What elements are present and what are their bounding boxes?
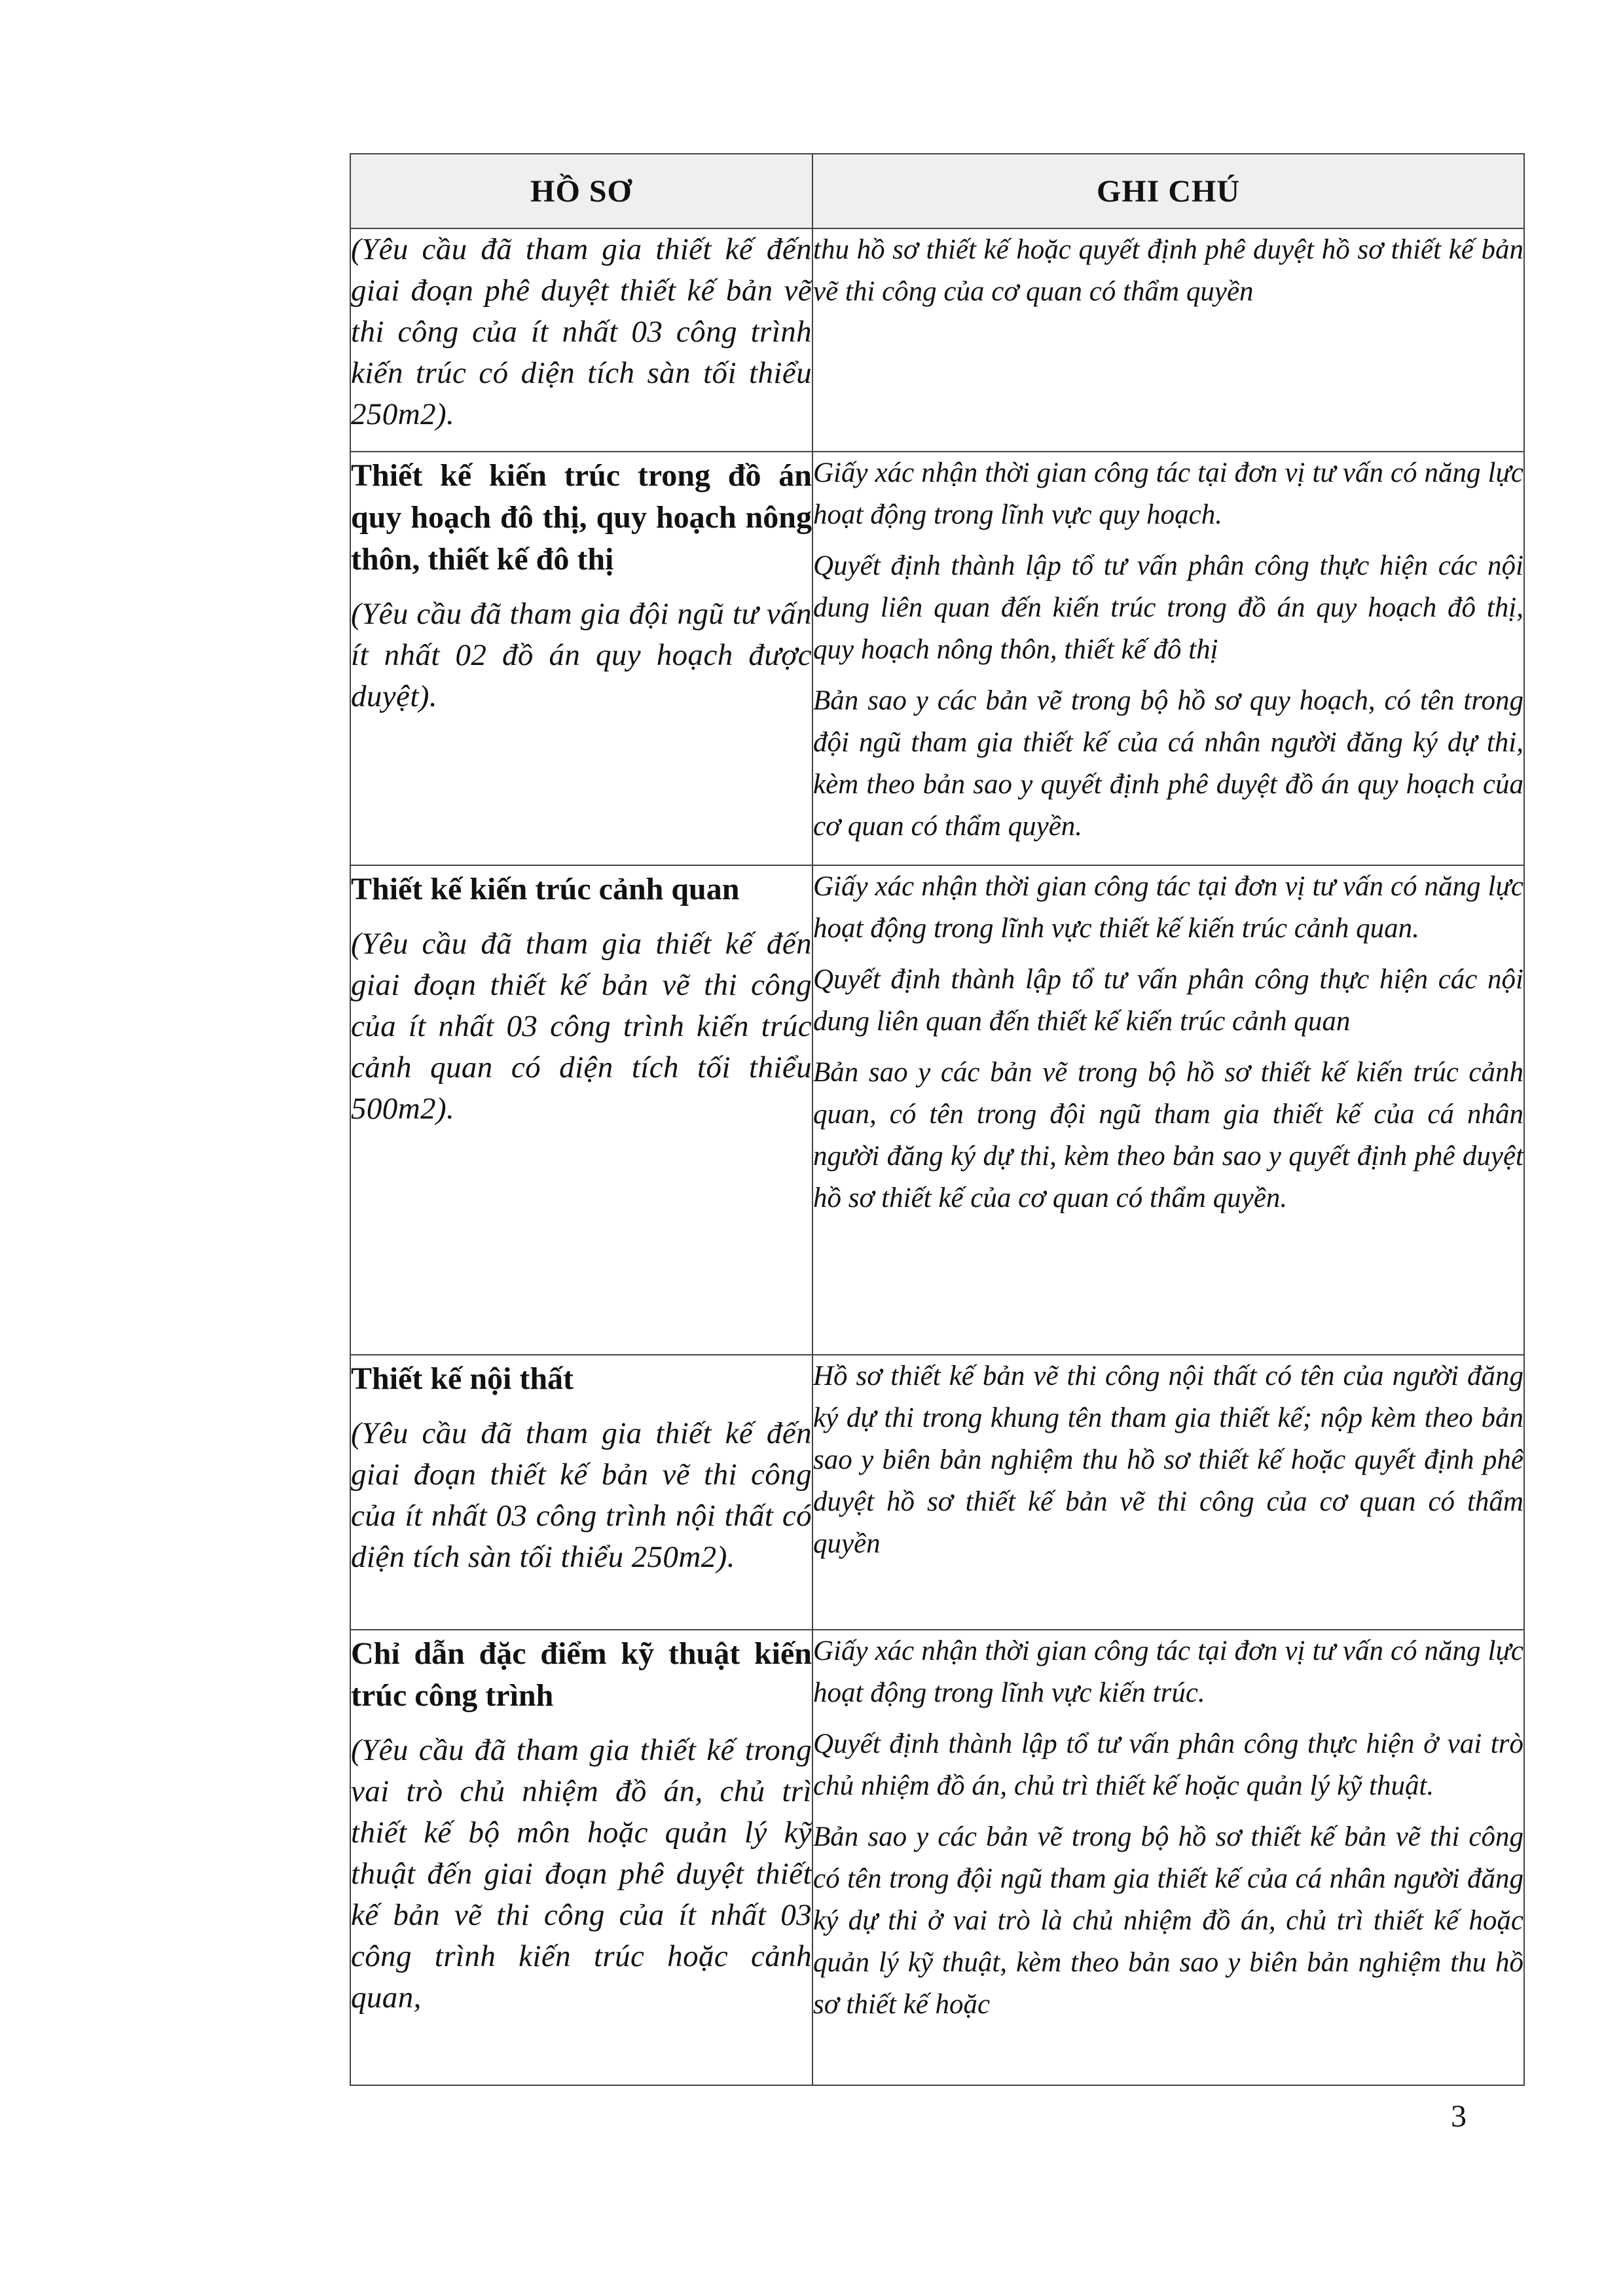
row-3-note-3: Bản sao y các bản vẽ trong bộ hồ sơ thiết kế kiến trúc cảnh quan, có tên trong đội ngũ tham gia thiết kế của cá nhân người đăng ký dự thi, kèm theo bản sao y quyết định phê duyệt hồ sơ thiết kế của cơ quan có thẩm quyền. (813, 1057, 1523, 1213)
table-row (350, 452, 1524, 865)
row-5-note-2: Quyết định thành lập tổ tư vấn phân công thực hiện ở vai trò chủ nhiệm đồ án, chủ trì thiết kế hoặc quản lý kỹ thuật. (813, 1729, 1523, 1801)
row-2-notes (812, 452, 1524, 865)
row-2-note-2: Quyết định thành lập tổ tư vấn phân công thực hiện các nội dung liên quan đến kiến trúc trong đồ án quy hoạch đô thị, quy hoạch nông thôn, thiết kế đô thị (813, 550, 1523, 665)
page-number: 3 (1451, 2099, 1467, 2134)
row-1-notes (812, 228, 1524, 452)
row-5-note-3: Bản sao y các bản vẽ trong bộ hồ sơ thiết kế bản vẽ thi công có tên trong đội ngũ tham gia thiết kế của cá nhân người đăng ký dự thi ở vai trò là chủ nhiệm đồ án, chủ trì thiết kế hoặc quản lý kỹ thuật, kèm theo bản sao y biên bản nghiệm thu hồ sơ thiết kế hoặc (813, 1821, 1523, 2020)
row-4-title: Thiết kế nội thất (351, 1361, 574, 1396)
row-1-requirement: (Yêu cầu đã tham gia thiết kế đến giai đoạn phê duyệt thiết kế bản vẽ thi công của ít nhất 03 công trình kiến trúc có diện tích sàn tối thiểu 250m2). (351, 232, 812, 431)
header-ghi-chu: GHI CHÚ (812, 154, 1524, 228)
row-3-requirement: (Yêu cầu đã tham gia thiết kế đến giai đoạn thiết kế bản vẽ thi công của ít nhất 03 công trình kiến trúc cảnh quan có diện tích tối thiểu 500m2). (351, 927, 812, 1126)
row-4-dossier (350, 1355, 812, 1630)
table-row (350, 1355, 1524, 1630)
row-4-notes (812, 1355, 1524, 1630)
row-5-note-1: Giấy xác nhận thời gian công tác tại đơn vị tư vấn có năng lực hoạt động trong lĩnh vực kiến trúc. (813, 1636, 1523, 1708)
header-ho-so: HỒ SƠ (350, 154, 812, 228)
row-5-dossier (350, 1630, 812, 2085)
row-1-dossier (350, 228, 812, 452)
table-row (350, 1630, 1524, 2085)
row-3-title: Thiết kế kiến trúc cảnh quan (351, 872, 740, 906)
row-5-requirement: (Yêu cầu đã tham gia thiết kế trong vai trò chủ nhiệm đồ án, chủ trì thiết kế bộ môn hoặc quản lý kỹ thuật đến giai đoạn phê duyệt thiết kế bản vẽ thi công của ít nhất 03 công trình kiến trúc hoặc cảnh quan, (351, 1733, 812, 2015)
table-row (350, 228, 1524, 452)
row-2-note-1: Giấy xác nhận thời gian công tác tại đơn vị tư vấn có năng lực hoạt động trong lĩnh vực quy hoạch. (813, 457, 1523, 530)
requirements-table (350, 153, 1525, 2086)
row-2-note-3: Bản sao y các bản vẽ trong bộ hồ sơ quy hoạch, có tên trong đội ngũ tham gia thiết kế của cá nhân người đăng ký dự thi, kèm theo bản sao y quyết định phê duyệt đồ án quy hoạch của cơ quan có thẩm quyền. (813, 685, 1523, 842)
row-5-notes (812, 1630, 1524, 2085)
table-row (350, 865, 1524, 1355)
row-3-note-2: Quyết định thành lập tổ tư vấn phân công thực hiện các nội dung liên quan đến thiết kế kiến trúc cảnh quan (813, 964, 1523, 1037)
row-2-dossier (350, 452, 812, 865)
table-header-row (350, 154, 1524, 228)
row-2-title: Thiết kế kiến trúc trong đồ án quy hoạch đô thị, quy hoạch nông thôn, thiết kế đô thị (351, 458, 812, 577)
row-1-note-1: thu hồ sơ thiết kế hoặc quyết định phê duyệt hồ sơ thiết kế bản vẽ thi công của cơ quan có thẩm quyền (813, 234, 1523, 307)
row-4-note-1: Hồ sơ thiết kế bản vẽ thi công nội thất có tên của người đăng ký dự thi trong khung tên tham gia thiết kế; nộp kèm theo bản sao y biên bản nghiệm thu hồ sơ thiết kế hoặc quyết định phê duyệt hồ sơ thiết kế bản vẽ thi công của cơ quan có thẩm quyền (813, 1361, 1523, 1559)
row-3-dossier (350, 865, 812, 1355)
row-2-requirement: (Yêu cầu đã tham gia đội ngũ tư vấn ít nhất 02 đồ án quy hoạch được duyệt). (351, 597, 812, 713)
row-3-note-1: Giấy xác nhận thời gian công tác tại đơn vị tư vấn có năng lực hoạt động trong lĩnh vực thiết kế kiến trúc cảnh quan. (813, 871, 1523, 944)
row-3-notes (812, 865, 1524, 1355)
row-4-requirement: (Yêu cầu đã tham gia thiết kế đến giai đoạn thiết kế bản vẽ thi công của ít nhất 03 công trình nội thất có diện tích sàn tối thiểu 250m2). (351, 1416, 812, 1574)
row-5-title: Chỉ dẫn đặc điểm kỹ thuật kiến trúc công trình (351, 1636, 812, 1713)
